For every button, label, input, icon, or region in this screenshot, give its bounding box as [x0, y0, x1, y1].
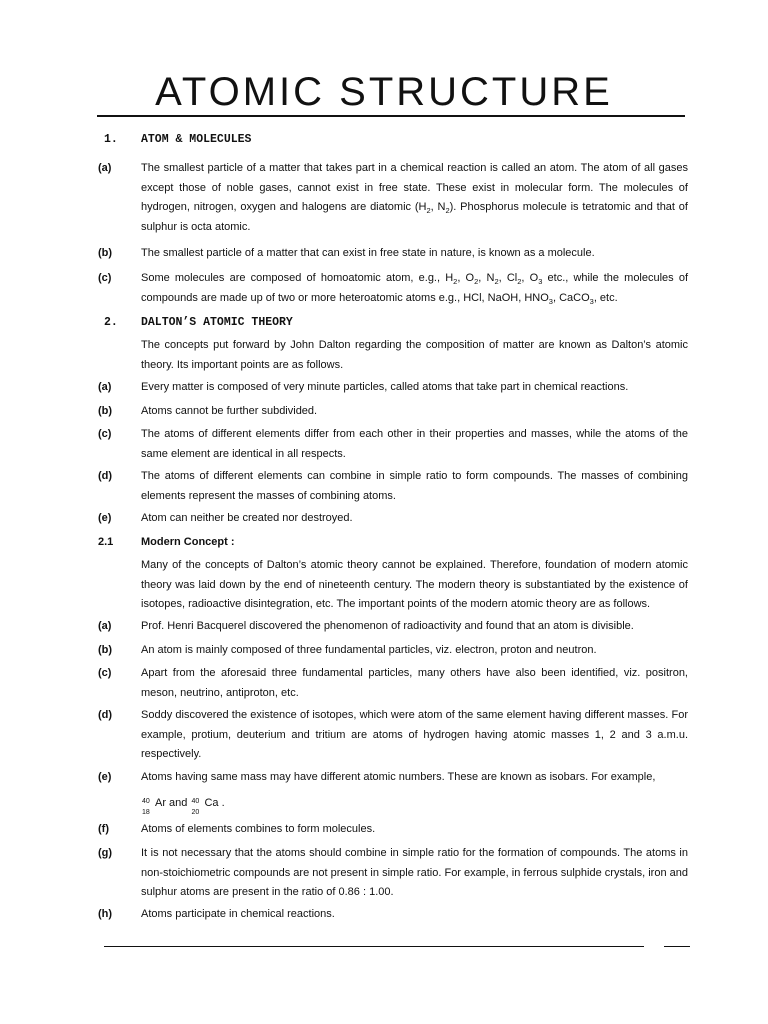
- section-title: ATOM & MOLECULES: [141, 133, 252, 146]
- list-item-21f: [98, 820, 688, 840]
- nuclide-ar: 40 18: [142, 797, 150, 816]
- section-title: Modern Concept :: [141, 536, 235, 548]
- section-number: 2.1: [98, 536, 114, 548]
- section-2-intro: [98, 336, 688, 375]
- item-label: (e): [98, 771, 112, 783]
- list-item-2a: [98, 378, 688, 398]
- item-text: Atom can neither be created nor destroyed.: [141, 512, 353, 524]
- section-title: DALTON’S ATOMIC THEORY: [141, 316, 293, 329]
- item-text: It is not necessary that the atoms should combine in simple ratio for the formation of compounds. The atoms in non-stoichiometric compounds are not present in simple ratio. For example, in ferrous sulphide crystals, iron and sulphur atoms are present in the ratio of 0.86 : 1.00.: [141, 847, 688, 898]
- item-text: The atoms of different elements differ from each other in their properties and masses, while the atoms of the same element are identical in all respects.: [141, 428, 688, 460]
- section-number: 1.: [104, 133, 118, 146]
- item-text: Atoms cannot be further subdivided.: [141, 405, 318, 417]
- item-text: Prof. Henri Bacquerel discovered the phenomenon of radioactivity and found that an atom is divisible.: [141, 620, 634, 632]
- item-label: (a): [98, 162, 112, 174]
- paragraph-text: Many of the concepts of Dalton’s atomic theory cannot be explained. Therefore, foundation of modern atomic theory was laid down by the end of nineteenth century. The modern theory is substantiated by the existence of isotopes, radioactive disintegration, etc. The important points of the modern atomic theory are as follows.: [141, 559, 688, 610]
- list-item-21a: [98, 617, 688, 637]
- item-label: (a): [98, 381, 112, 393]
- list-item-2d: [98, 467, 688, 506]
- footer-rule-short: [664, 946, 690, 947]
- item-label: (b): [98, 247, 113, 259]
- list-item-1c: [98, 269, 688, 308]
- item-label: (g): [98, 847, 113, 859]
- item-text: Atoms of elements combines to form molecules.: [141, 823, 376, 835]
- list-item-1b: [98, 244, 688, 264]
- item-label: (c): [98, 272, 112, 284]
- item-label: (b): [98, 644, 113, 656]
- paragraph-text: The concepts put forward by John Dalton regarding the composition of matter are known as Dalton’s atomic theory. Its important points are as follows.: [141, 339, 688, 371]
- item-text: Soddy discovered the existence of isotopes, which were atom of the same element having different masses. For example, protium, deuterium and tritium are atoms of hydrogen having atomic masses 1, 2 and 3 a.m.u. respectively.: [141, 709, 688, 760]
- item-label: (d): [98, 470, 113, 482]
- list-item-21e: [98, 768, 688, 816]
- item-label: (b): [98, 405, 113, 417]
- list-item-21g: [98, 844, 688, 903]
- item-text: Apart from the aforesaid three fundamental particles, many others have also been identified, viz. positron, meson, neutrino, antiproton, etc.: [141, 667, 688, 699]
- item-label: (c): [98, 428, 112, 440]
- list-item-21c: [98, 664, 688, 703]
- item-label: (c): [98, 667, 112, 679]
- page-title: ATOMIC STRUCTURE: [155, 70, 613, 114]
- item-label: (d): [98, 709, 113, 721]
- list-item-21d: [98, 706, 688, 765]
- item-label: (h): [98, 908, 113, 920]
- list-item-21h: [98, 905, 688, 925]
- title-underline: [97, 115, 685, 117]
- list-item-1a: [98, 159, 688, 237]
- item-text: Atoms participate in chemical reactions.: [141, 908, 335, 920]
- item-text: The smallest particle of a matter that takes part in a chemical reaction is called an atom. The atom of all gases except those of noble gases, cannot exist in free state. These exist in molecular form. The molecules of hydrogen, nitrogen, oxygen and halogens are diatomic ($H_2$, $N_2$). Phosphorus molecule is tetratomic and that of sulphur is octa atomic.: [141, 162, 688, 233]
- item-label: (a): [98, 620, 112, 632]
- item-label: (e): [98, 512, 112, 524]
- footer-rule: [104, 946, 644, 947]
- item-text: The smallest particle of a matter that can exist in free state in nature, is known as a molecule.: [141, 247, 595, 259]
- item-text: Every matter is composed of very minute particles, called atoms that take part in chemical reactions.: [141, 381, 629, 393]
- section-number: 2.: [104, 316, 118, 329]
- item-label: (f): [98, 823, 109, 835]
- list-item-2b: [98, 402, 688, 422]
- section-2-1-intro: [98, 556, 688, 615]
- item-text: An atom is mainly composed of three fundamental particles, viz. electron, proton and neutron.: [141, 644, 597, 656]
- list-item-21b: [98, 641, 688, 661]
- nuclide-ca: 40 20: [191, 797, 200, 816]
- item-text: The atoms of different elements can combine in simple ratio to form compounds. The masses of combining elements represent the masses of combining atoms.: [141, 470, 688, 502]
- item-text: Atoms having same mass may have different atomic numbers. These are known as isobars. For example,: [141, 771, 656, 783]
- list-item-2e: [98, 509, 688, 529]
- isobar-example: 40 18 Ar and 40 20 Ca .: [141, 794, 688, 814]
- list-item-2c: [98, 425, 688, 464]
- item-text: Some molecules are composed of homoatomic atom, e.g., $H_2$, $O_2$, $N_2$, $Cl_2$, $O_3$ etc., while the molecules of compounds are made up of two or more heteroatomic atoms e.g., HCl, NaOH, $HNO_3$, CaCO$_3$, etc.: [141, 272, 689, 306]
- section-2-1-heading: [98, 533, 688, 553]
